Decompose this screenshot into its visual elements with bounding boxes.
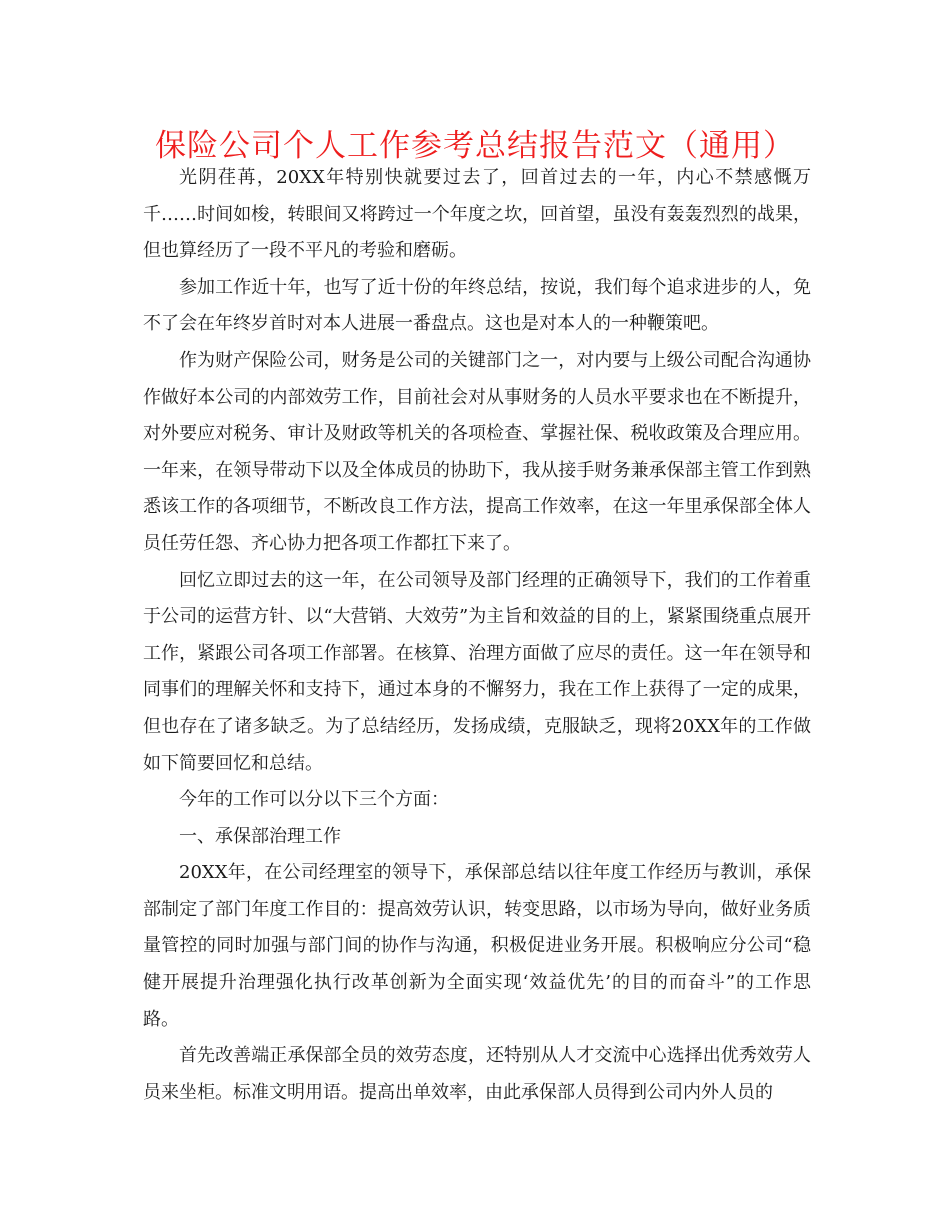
paragraph-service-attitude: 首先改善端正承保部全员的效劳态度，还特别从人才交流中心选择出优秀效劳人员来坐柜。标准文明用语。提高出单效率，由此承保部人员得到公司内外人员的: [143, 1045, 811, 1103]
paragraph-three-aspects: 今年的工作可以分以下三个方面：: [179, 789, 449, 811]
paragraph-year-review: 回忆立即过去的这一年，在公司领导及部门经理的正确领导下，我们的工作着重于公司的运营方针、以“大营销、大效劳”为主旨和效益的目的上，紧紧围绕重点展开工作，紧跟公司各项工作部署。在核算、治理方面做了应尽的责任。这一年在领导和同事们的理解关怀和支持下，通过本身的不懈努力，我在工作上获得了一定的成果，但也存在了诸多缺乏。为了总结经历，发扬成绩，克服缺乏，现将20XX年的工作做如下简要回忆和总结。: [143, 569, 811, 774]
paragraph-department-goals: 20XX年，在公司经理室的领导下，承保部总结以往年度工作经历与教训，承保部制定了部门年度工作目的：提高效劳认识，转变思路，以市场为导向，做好业务质量管控的同时加强与部门间的协作与沟通，积极促进业务开展。积极响应分公司“稳健开展提升治理强化执行改革创新为全面实现‘效益优先’的目的而奋斗”的工作思路。: [143, 862, 811, 1030]
document-title: 保险公司个人工作参考总结报告范文（通用）: [155, 128, 795, 164]
section-heading-underwriting: 一、承保部治理工作: [179, 825, 341, 847]
document-body: [143, 160, 811, 1111]
paragraph-finance-role: 作为财产保险公司，财务是公司的关键部门之一，对内要与上级公司配合沟通协作做好本公司的内部效劳工作，目前社会对从事财务的人员水平要求也在不断提升，对外要应对税务、审计及财政等机关的各项检查、掌握社保、税收政策及合理应用。一年来，在领导带动下以及全体成员的协助下，我从接手财务兼承保部主管工作到熟悉该工作的各项细节，不断改良工作方法，提高工作效率，在这一年里承保部全体人员任劳任怨、齐心协力把各项工作都扛下来了。: [143, 349, 811, 554]
paragraph-work-years: 参加工作近十年，也写了近十份的年终总结，按说，我们每个追求进步的人，免不了会在年终岁首时对本人进展一番盘点。这也是对本人的一种鞭策吧。: [143, 276, 811, 335]
paragraph-intro: 光阴荏苒，20XX年特别快就要过去了，回首过去的一年，内心不禁感慨万千……时间如梭，转眼间又将跨过一个年度之坎，回首望，虽没有轰轰烈烈的战果，但也算经历了一段不平凡的考验和磨砺。: [143, 167, 811, 262]
